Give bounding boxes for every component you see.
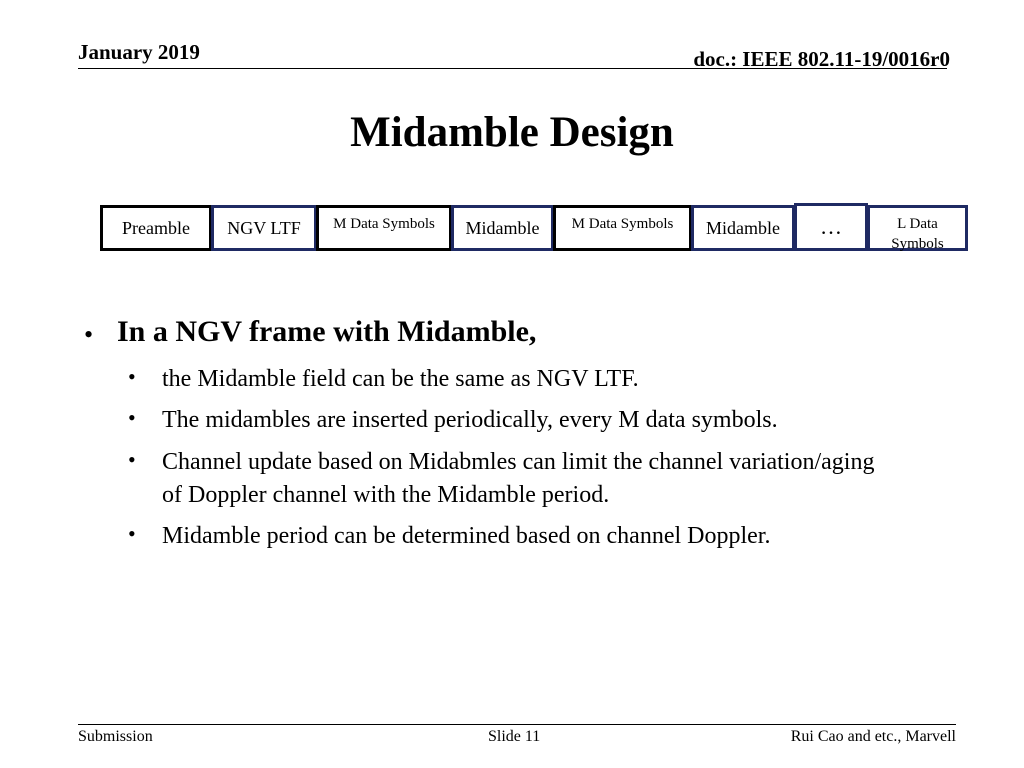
footer-left: Submission [78, 728, 153, 745]
footer-slide-number: Slide 11 [488, 728, 541, 745]
sub-bullet-2: The midambles are inserted periodically, every M data symbols. [162, 407, 778, 433]
main-bullet: In a NGV frame with Midamble, [117, 315, 537, 348]
frame-field-ngv-ltf: NGV LTF [211, 205, 317, 251]
sub-bullet-3: Channel update based on Midabmles can limit the channel variation/aging of Doppler channel with the Midamble period. [162, 449, 875, 508]
frame-field-midamble-1: Midamble [451, 205, 554, 251]
bullet-dot: • [128, 405, 136, 430]
footer-right: Rui Cao and etc., Marvell [790, 728, 956, 745]
frame-field-ellipsis: … [794, 203, 868, 251]
bullet-dot: • [128, 447, 136, 472]
header-date: January 2019 [78, 40, 200, 64]
bullet-dot: • [84, 320, 94, 349]
header-doc-id: doc.: IEEE 802.11-19/0016r0 [693, 47, 950, 71]
frame-field-m-data-symbols-1: M Data Symbols [316, 205, 452, 251]
slide-title: Midamble Design [350, 109, 674, 156]
sub-bullet-4: Midamble period can be determined based on channel Doppler. [162, 523, 771, 549]
header-divider [78, 68, 947, 69]
frame-field-preamble: Preamble [100, 205, 212, 251]
frame-field-m-data-symbols-2: M Data Symbols [553, 205, 692, 251]
footer-divider [78, 724, 956, 725]
bullet-dot: • [128, 521, 136, 546]
bullet-dot: • [128, 364, 136, 389]
frame-field-midamble-2: Midamble [691, 205, 795, 251]
sub-bullet-1: the Midamble field can be the same as NGV LTF. [162, 366, 639, 392]
frame-field-l-data-symbols: L Data Symbols [867, 205, 968, 251]
